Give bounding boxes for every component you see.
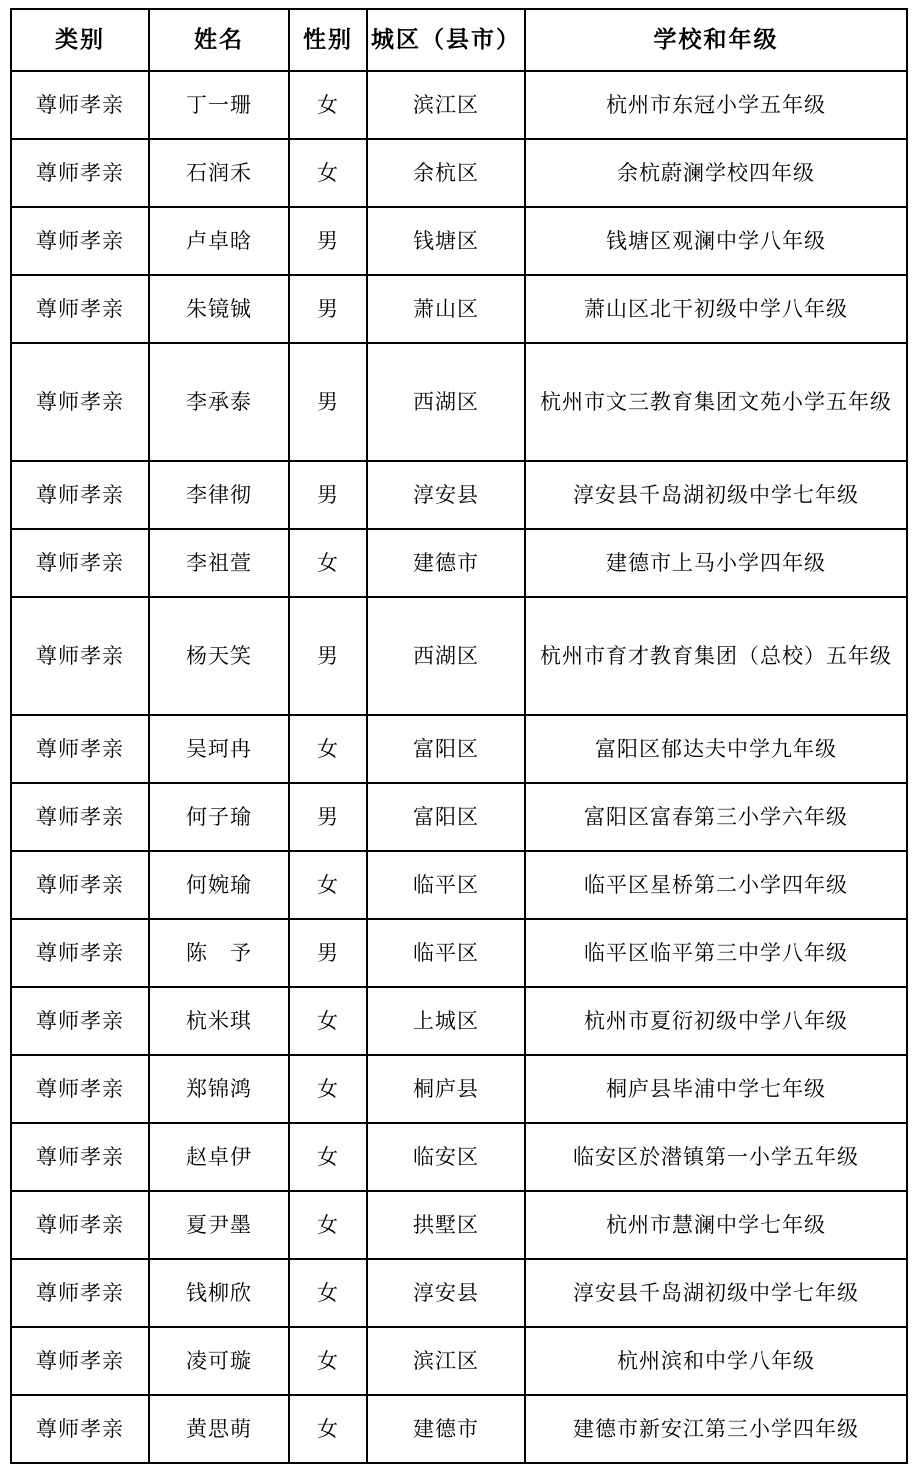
cell-name: 吴珂冉 (149, 715, 289, 783)
cell-category: 尊师孝亲 (11, 1123, 149, 1191)
column-header-school: 学校和年级 (525, 9, 907, 71)
cell-gender: 男 (289, 783, 367, 851)
cell-gender: 女 (289, 529, 367, 597)
cell-gender: 女 (289, 1055, 367, 1123)
cell-school: 临平区临平第三中学八年级 (525, 919, 907, 987)
cell-district: 临平区 (367, 919, 525, 987)
cell-district: 钱塘区 (367, 207, 525, 275)
cell-district: 淳安县 (367, 461, 525, 529)
column-header-district: 城区（县市） (367, 9, 525, 71)
cell-name: 何婉瑜 (149, 851, 289, 919)
cell-school: 杭州市文三教育集团文苑小学五年级 (525, 343, 907, 461)
cell-school: 杭州市夏衍初级中学八年级 (525, 987, 907, 1055)
cell-category: 尊师孝亲 (11, 1055, 149, 1123)
cell-name: 丁一珊 (149, 71, 289, 139)
cell-category: 尊师孝亲 (11, 71, 149, 139)
cell-name: 赵卓伊 (149, 1123, 289, 1191)
table-row (11, 529, 907, 597)
cell-category: 尊师孝亲 (11, 529, 149, 597)
cell-gender: 女 (289, 715, 367, 783)
cell-name: 凌可璇 (149, 1327, 289, 1395)
cell-district: 上城区 (367, 987, 525, 1055)
cell-school: 临平区星桥第二小学四年级 (525, 851, 907, 919)
cell-name: 郑锦鸿 (149, 1055, 289, 1123)
cell-school: 淳安县千岛湖初级中学七年级 (525, 1259, 907, 1327)
column-header-name: 姓名 (149, 9, 289, 71)
cell-school: 杭州滨和中学八年级 (525, 1327, 907, 1395)
cell-gender: 女 (289, 851, 367, 919)
column-header-category: 类别 (11, 9, 149, 71)
cell-school: 富阳区郁达夫中学九年级 (525, 715, 907, 783)
table-header (11, 9, 907, 71)
cell-school: 杭州市育才教育集团（总校）五年级 (525, 597, 907, 715)
roster-table (10, 8, 908, 1464)
cell-name: 黄思萌 (149, 1395, 289, 1463)
cell-category: 尊师孝亲 (11, 987, 149, 1055)
table-row (11, 461, 907, 529)
cell-district: 富阳区 (367, 715, 525, 783)
cell-name: 钱柳欣 (149, 1259, 289, 1327)
cell-district: 临平区 (367, 851, 525, 919)
cell-gender: 女 (289, 1191, 367, 1259)
cell-school: 杭州市东冠小学五年级 (525, 71, 907, 139)
cell-district: 临安区 (367, 1123, 525, 1191)
table-row (11, 987, 907, 1055)
column-header-gender: 性别 (289, 9, 367, 71)
cell-name: 李承泰 (149, 343, 289, 461)
cell-gender: 女 (289, 1395, 367, 1463)
cell-gender: 男 (289, 275, 367, 343)
cell-name: 夏尹墨 (149, 1191, 289, 1259)
cell-name: 石润禾 (149, 139, 289, 207)
table-body (11, 71, 907, 1463)
cell-name: 李祖萱 (149, 529, 289, 597)
cell-category: 尊师孝亲 (11, 783, 149, 851)
cell-category: 尊师孝亲 (11, 461, 149, 529)
table-row (11, 1191, 907, 1259)
cell-category: 尊师孝亲 (11, 1259, 149, 1327)
cell-school: 建德市新安江第三小学四年级 (525, 1395, 907, 1463)
cell-category: 尊师孝亲 (11, 275, 149, 343)
cell-school: 余杭蔚澜学校四年级 (525, 139, 907, 207)
cell-district: 余杭区 (367, 139, 525, 207)
table-row (11, 1395, 907, 1463)
table-row (11, 783, 907, 851)
cell-district: 西湖区 (367, 597, 525, 715)
cell-category: 尊师孝亲 (11, 919, 149, 987)
table-row (11, 139, 907, 207)
cell-school: 钱塘区观澜中学八年级 (525, 207, 907, 275)
cell-district: 富阳区 (367, 783, 525, 851)
cell-category: 尊师孝亲 (11, 139, 149, 207)
cell-gender: 女 (289, 71, 367, 139)
cell-gender: 男 (289, 461, 367, 529)
cell-gender: 男 (289, 343, 367, 461)
table-row (11, 71, 907, 139)
cell-gender: 女 (289, 987, 367, 1055)
cell-district: 萧山区 (367, 275, 525, 343)
cell-district: 淳安县 (367, 1259, 525, 1327)
cell-district: 建德市 (367, 1395, 525, 1463)
table-row (11, 1123, 907, 1191)
cell-name: 朱镜铖 (149, 275, 289, 343)
cell-school: 淳安县千岛湖初级中学七年级 (525, 461, 907, 529)
table-row (11, 851, 907, 919)
table-row (11, 1259, 907, 1327)
cell-name: 李律彻 (149, 461, 289, 529)
cell-name: 杭米琪 (149, 987, 289, 1055)
table-row (11, 919, 907, 987)
cell-gender: 女 (289, 1259, 367, 1327)
cell-name: 杨天笑 (149, 597, 289, 715)
cell-gender: 男 (289, 919, 367, 987)
cell-gender: 男 (289, 597, 367, 715)
cell-district: 滨江区 (367, 1327, 525, 1395)
cell-school: 富阳区富春第三小学六年级 (525, 783, 907, 851)
cell-category: 尊师孝亲 (11, 1327, 149, 1395)
cell-school: 桐庐县毕浦中学七年级 (525, 1055, 907, 1123)
cell-name: 陈 予 (149, 919, 289, 987)
table-row (11, 1055, 907, 1123)
cell-school: 临安区於潜镇第一小学五年级 (525, 1123, 907, 1191)
table-row (11, 715, 907, 783)
cell-school: 萧山区北干初级中学八年级 (525, 275, 907, 343)
table-row (11, 275, 907, 343)
cell-gender: 男 (289, 207, 367, 275)
cell-category: 尊师孝亲 (11, 597, 149, 715)
table-header-row (11, 9, 907, 71)
cell-district: 建德市 (367, 529, 525, 597)
cell-name: 何子瑜 (149, 783, 289, 851)
cell-gender: 女 (289, 1327, 367, 1395)
cell-district: 西湖区 (367, 343, 525, 461)
cell-district: 桐庐县 (367, 1055, 525, 1123)
cell-category: 尊师孝亲 (11, 1395, 149, 1463)
cell-school: 建德市上马小学四年级 (525, 529, 907, 597)
cell-school: 杭州市慧澜中学七年级 (525, 1191, 907, 1259)
cell-gender: 女 (289, 1123, 367, 1191)
table-row (11, 597, 907, 715)
table-row (11, 1327, 907, 1395)
cell-category: 尊师孝亲 (11, 207, 149, 275)
table-row (11, 207, 907, 275)
cell-name: 卢卓晗 (149, 207, 289, 275)
cell-category: 尊师孝亲 (11, 1191, 149, 1259)
cell-category: 尊师孝亲 (11, 715, 149, 783)
cell-gender: 女 (289, 139, 367, 207)
table-row (11, 343, 907, 461)
cell-category: 尊师孝亲 (11, 343, 149, 461)
cell-category: 尊师孝亲 (11, 851, 149, 919)
cell-district: 拱墅区 (367, 1191, 525, 1259)
cell-district: 滨江区 (367, 71, 525, 139)
